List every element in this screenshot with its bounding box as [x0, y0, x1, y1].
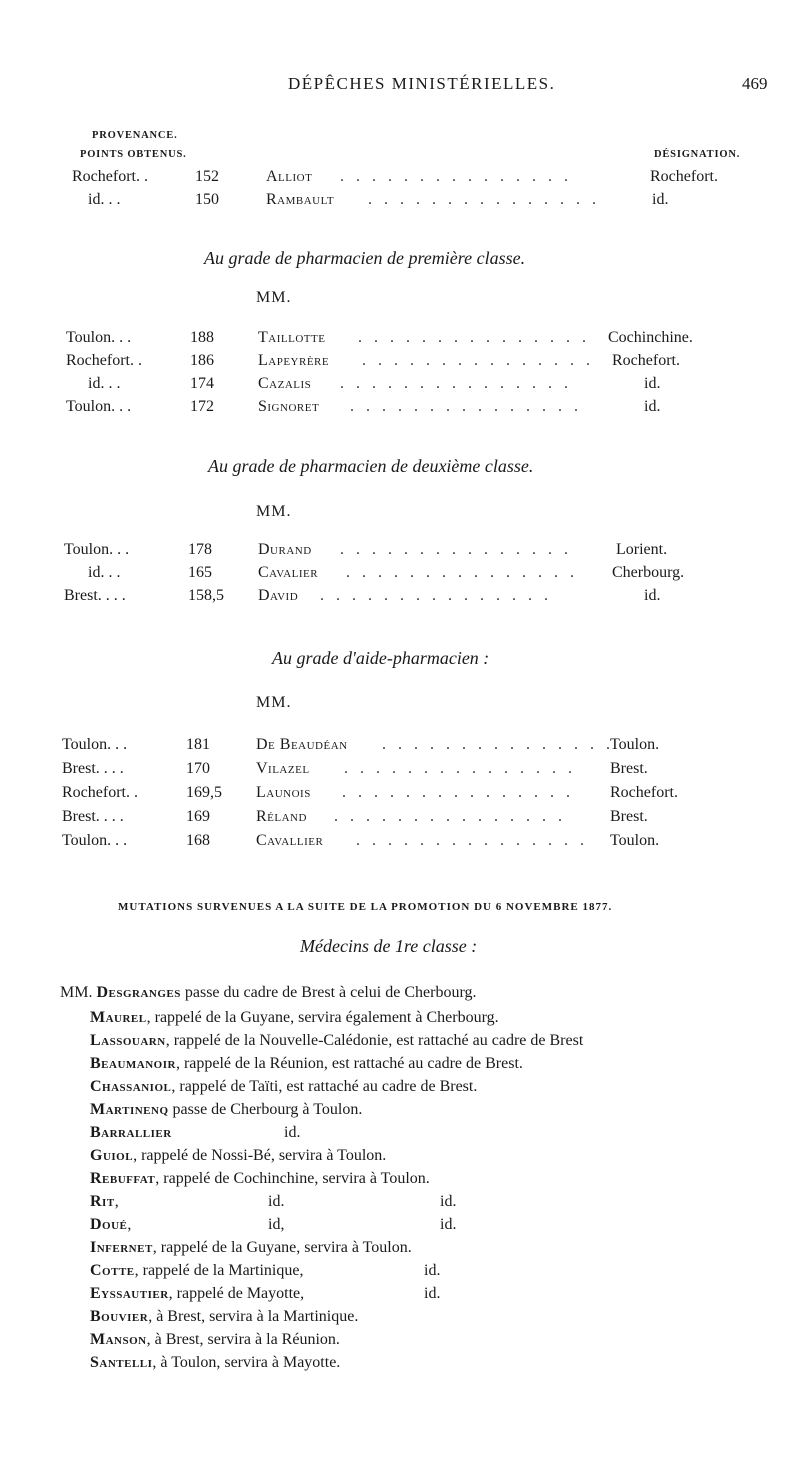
mm-label: MM. [256, 289, 292, 306]
row-leader-dots: . . . . . . . . . . . . . . . [344, 760, 576, 777]
section-heading: Au grade de pharmacien de deuxième classe. [208, 456, 534, 476]
mutation-line [90, 1170, 430, 1188]
row-destination: Brest. [610, 760, 648, 777]
section-heading: Au grade de pharmacien de première classe. [204, 248, 526, 268]
row-points: 165 [188, 564, 212, 581]
mutation-text: , rappelé de Taïti, est rattaché au cadre de Brest. [171, 1078, 478, 1095]
table-row [0, 564, 800, 588]
row-destination: id. [644, 375, 661, 392]
officer-name: Desgranges [96, 984, 181, 1001]
row-name: Vilazel [256, 760, 310, 777]
officer-name: Infernet [90, 1239, 153, 1256]
officer-name: Rit [90, 1193, 115, 1210]
row-name: De Beaudéan [256, 736, 348, 753]
officer-name: Doué [90, 1216, 128, 1233]
mutation-line [90, 1239, 412, 1257]
mutation-text: , à Toulon, servira à Mayotte. [152, 1354, 341, 1371]
mutation-column-2: id. [284, 1124, 301, 1141]
mutation-text: passe du cadre de Brest à celui de Cherbourg. [180, 984, 477, 1001]
table-row [0, 784, 800, 808]
row-destination: Cochinchine. [608, 329, 693, 346]
row-name: Durand [258, 541, 312, 558]
row-origin: Toulon. . . [66, 329, 132, 346]
officer-name: Martinenq [90, 1101, 169, 1118]
officer-name: Rebuffat [90, 1170, 156, 1187]
officer-name: Lassouarn [90, 1032, 166, 1049]
mutation-text: , rappelé de Mayotte, [168, 1285, 305, 1302]
mutation-line [90, 1331, 340, 1349]
mutation-line [90, 1009, 499, 1027]
table-row [0, 398, 800, 422]
mutation-column-3: id. [440, 1193, 457, 1210]
row-leader-dots: . . . . . . . . . . . . . . . [350, 398, 582, 415]
row-name: Cavalier [258, 564, 319, 581]
row-name: Lapeyrère [258, 352, 330, 369]
row-destination: id. [652, 191, 669, 208]
row-points: 172 [190, 398, 214, 415]
running-title: DÉPÊCHES MINISTÉRIELLES. [288, 74, 556, 93]
row-points: 174 [190, 375, 214, 392]
row-origin: Toulon. . . [66, 398, 132, 415]
row-leader-dots: . . . . . . . . . . . . . . . [320, 587, 552, 604]
mutation-line [90, 1078, 477, 1096]
row-name: Réland [256, 808, 307, 825]
mutation-text: , rappelé de la Guyane, servira à Toulon. [152, 1239, 412, 1256]
table-row [0, 168, 800, 192]
row-name: Taillotte [258, 329, 326, 346]
officer-name: Chassaniol [90, 1078, 172, 1095]
row-name: Cavallier [256, 832, 324, 849]
mutation-line [90, 1055, 523, 1073]
row-leader-dots: . . . . . . . . . . . . . . . [340, 375, 572, 392]
row-origin: Toulon. . . [62, 736, 128, 753]
mutation-column-2: id. [268, 1193, 285, 1210]
mutation-column-3: id. [440, 1216, 457, 1233]
row-name: Signoret [258, 398, 320, 415]
row-leader-dots: . . . . . . . . . . . . . . . [340, 541, 572, 558]
mutation-text: , rappelé de la Guyane, servira également à Cherbourg. [146, 1009, 499, 1026]
table-row [0, 352, 800, 376]
mutation-column-3: id. [424, 1285, 441, 1302]
officer-name: Eyssautier [90, 1285, 169, 1302]
row-points: 169 [186, 808, 210, 825]
row-destination: Lorient. [616, 541, 668, 558]
row-leader-dots: . . . . . . . . . . . . . . . [368, 191, 600, 208]
mm-label: MM. [256, 503, 292, 520]
row-destination: id. [644, 587, 661, 604]
section-heading: Au grade d'aide-pharmacien : [272, 648, 490, 668]
column-header-points: POINTS OBTENUS. [80, 149, 187, 160]
row-origin: id. . . [88, 375, 121, 392]
row-points: 188 [190, 329, 214, 346]
mutation-text: , rappelé de la Réunion, est rattaché au cadre de Brest. [175, 1055, 523, 1072]
column-header-provenance: PROVENANCE. [92, 130, 178, 141]
table-row [0, 832, 800, 856]
row-leader-dots: . . . . . . . . . . . . . . . [334, 808, 566, 825]
table-row [0, 808, 800, 832]
mutation-text: , à Brest, servira à la Réunion. [146, 1331, 340, 1348]
officer-name: Manson [90, 1331, 147, 1348]
mutation-line [90, 1124, 510, 1146]
page-number: 469 [742, 74, 768, 93]
mutation-text: , rappelé de Cochinchine, servira à Toulon. [155, 1170, 430, 1187]
row-origin: Toulon. . . [64, 541, 130, 558]
row-name: Rambault [266, 191, 335, 208]
mutations-title: MUTATIONS SURVENUES A LA SUITE DE LA PROMOTION DU 6 NOVEMBRE 1877. [118, 901, 613, 913]
table-row [0, 191, 800, 215]
mutation-text: , à Brest, servira à la Martinique. [148, 1308, 359, 1325]
row-destination: Rochefort. [612, 352, 680, 369]
row-origin: Toulon. . . [62, 832, 128, 849]
row-points: 168 [186, 832, 210, 849]
column-header-designation: DÉSIGNATION. [654, 149, 741, 160]
row-points: 150 [195, 191, 219, 208]
mutation-line [90, 1285, 510, 1307]
row-points: 152 [195, 168, 219, 185]
mutation-text: , rappelé de la Martinique, [134, 1262, 304, 1279]
row-destination: Cherbourg. [612, 564, 685, 581]
officer-name: Barrallier [90, 1124, 172, 1141]
mutation-line [90, 1147, 386, 1165]
mutation-column-3: id. [424, 1262, 441, 1279]
row-name: Launois [256, 784, 311, 801]
mutation-text: , [114, 1193, 119, 1210]
mutations-subheading: Médecins de 1re classe : [300, 936, 478, 956]
table-row [0, 375, 800, 399]
row-origin: Rochefort. . [72, 168, 148, 185]
row-origin: Rochefort. . [66, 352, 142, 369]
row-origin: id. . . [88, 191, 121, 208]
table-row [0, 736, 800, 760]
mutation-line [60, 984, 476, 1002]
row-leader-dots: . . . . . . . . . . . . . . . [362, 352, 594, 369]
row-leader-dots: . . . . . . . . . . . . . . . [340, 168, 572, 185]
row-destination: Brest. [610, 808, 648, 825]
mutation-text: passe de Cherbourg à Toulon. [168, 1101, 363, 1118]
mutation-line [90, 1262, 510, 1284]
row-destination: id. [644, 398, 661, 415]
mm-prefix: MM. [60, 984, 93, 1001]
row-points: 178 [188, 541, 212, 558]
row-origin: id. . . [88, 564, 121, 581]
officer-name: Cotte [90, 1262, 135, 1279]
mutation-line [90, 1354, 340, 1372]
mutation-line [90, 1308, 358, 1326]
row-destination: Rochefort. [650, 168, 718, 185]
officer-name: Maurel [90, 1009, 147, 1026]
table-row [0, 587, 800, 611]
row-leader-dots: . . . . . . . . . . . . . . . [342, 784, 574, 801]
row-points: 181 [186, 736, 210, 753]
mutation-text: , rappelé de Nossi-Bé, servira à Toulon. [133, 1147, 387, 1164]
officer-name: Beaumanoir [90, 1055, 176, 1072]
mutation-line [90, 1032, 583, 1050]
row-points: 169,5 [186, 784, 222, 801]
table-row [0, 329, 800, 353]
row-points: 186 [190, 352, 214, 369]
mutation-column-2: id, [268, 1216, 285, 1233]
row-origin: Brest. . . . [62, 808, 124, 825]
mm-label: MM. [256, 694, 292, 711]
officer-name: Santelli [90, 1354, 153, 1371]
mutation-text: , rappelé de la Nouvelle-Calédonie, est rattaché au cadre de Brest [165, 1032, 584, 1049]
row-destination: Rochefort. [610, 784, 678, 801]
mutation-line [90, 1193, 510, 1215]
row-name: Cazalis [258, 375, 312, 392]
officer-name: Bouvier [90, 1308, 149, 1325]
mutation-text: , [127, 1216, 132, 1233]
table-row [0, 541, 800, 565]
row-origin: Brest. . . . [62, 760, 124, 777]
row-name: David [258, 587, 299, 604]
row-leader-dots: . . . . . . . . . . . . . . . [356, 832, 588, 849]
row-leader-dots: . . . . . . . . . . . . . . . [358, 329, 590, 346]
table-row [0, 760, 800, 784]
row-points: 158,5 [188, 587, 224, 604]
row-leader-dots: . . . . . . . . . . . . . . . [382, 736, 614, 753]
row-destination: Toulon. [610, 832, 660, 849]
row-points: 170 [186, 760, 210, 777]
mutation-line [90, 1101, 362, 1119]
row-origin: Brest. . . . [64, 587, 126, 604]
row-origin: Rochefort. . [62, 784, 138, 801]
mutation-line [90, 1216, 510, 1238]
row-destination: Toulon. [610, 736, 660, 753]
officer-name: Guiol [90, 1147, 134, 1164]
row-leader-dots: . . . . . . . . . . . . . . . [346, 564, 578, 581]
row-name: Alliot [266, 168, 313, 185]
